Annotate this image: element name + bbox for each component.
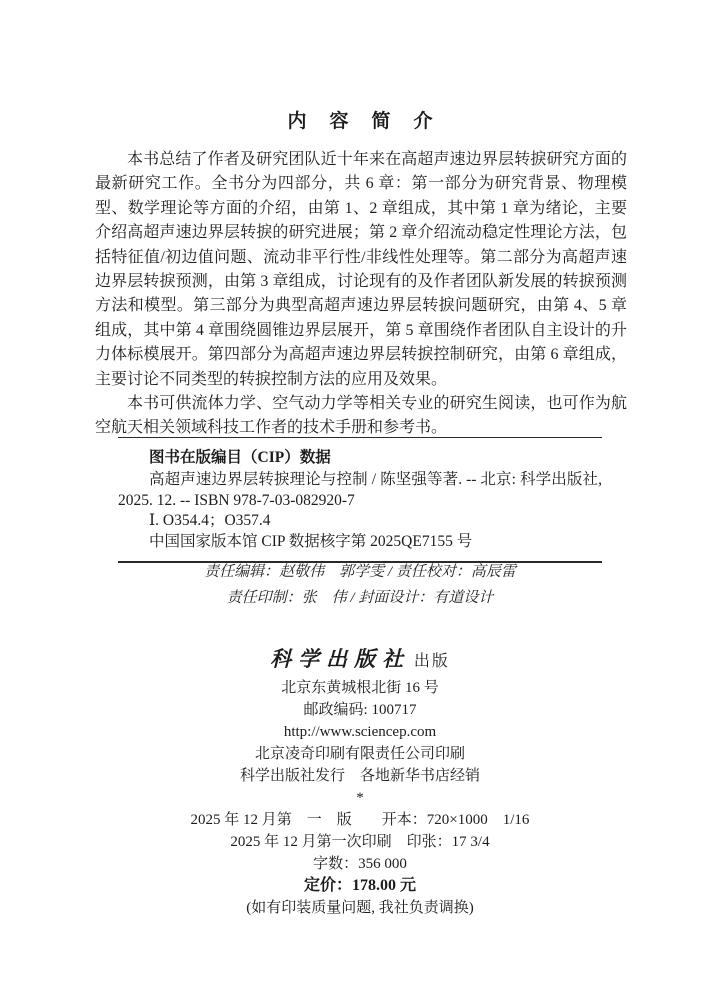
cip-bibliographic-line: 高超声速边界层转捩理论与控制 / 陈坚强等著. -- 北京: 科学出版社, 2025. 12. -- ISBN 978-7-03-082920-7 — [118, 471, 602, 509]
word-count-line: 字数：356 000 — [313, 856, 407, 872]
price-line: 定价：178.00 元 — [303, 877, 416, 894]
intro-paragraph-2: 本书可供流体力学、空气动力学等相关专业的研究生阅读，也可作为航空航天相关领域科技工作者的技术手册和参考书。 — [95, 395, 627, 437]
intro-title: 内 容 简 介 — [287, 111, 435, 132]
cip-heading: 图书在版编目（CIP）数据 — [149, 449, 331, 466]
printer-line: 北京凌奇印刷有限责任公司印刷 — [254, 746, 465, 762]
distribution-line: 科学出版社发行 各地新华书店经销 — [239, 768, 480, 784]
cip-classification-line: Ⅰ. O354.4；O357.4 — [149, 512, 271, 529]
intro-paragraph-1: 本书总结了作者及研究团队近十年来在高超声速边界层转捩研究方面的最新研究工作。全书分为四部分，共 6 章：第一部分为研究背景、物理模型、数学理论等方面的介绍，由第 1、2 章组成，其中第 1 章为绪论，主要介绍高超声速边界层转捩的研究进展；第 2 章介绍流动稳定性理论方法，包括特征值/初边值问题、流动非平行性/非线性处理等。第二部分为高超声速边界层转捩预测，由第 3 章组成，讨论现有的及作者团队新发展的转捩预测方法和模型。第三部分为典型高超声速边界层转捩问题研究，由第 4、5 章组成，其中第 4 章围绕圆锥边界层展开，第 5 章围绕作者团队自主设计的升力体标模展开。第四部分为高超声速边界层转捩控制研究，由第 6 章组成，主要讨论不同类型的转捩控制方法的应用及效果。 — [95, 151, 627, 388]
publisher-block — [0, 647, 720, 919]
publisher-logo-line — [0, 647, 720, 674]
credits-editors-line: 责任编辑：赵敬伟 郭学雯 / 责任校对：高辰雷 — [204, 564, 516, 580]
publisher-address: 北京东黄城根北街 16 号 — [281, 680, 439, 696]
cip-data-box — [118, 437, 602, 563]
separator-asterisk: * — [356, 790, 364, 806]
staff-credits — [0, 559, 720, 611]
science-press-logo: 科学出版社 — [270, 647, 411, 671]
edition-line: 2025 年 12 月第 一 版 开本：720×1000 1/16 — [190, 812, 530, 828]
credits-printing-design-line: 责任印制：张 伟 / 封面设计：有道设计 — [226, 590, 494, 606]
impression-line: 2025 年 12 月第一次印刷 印张：17 3/4 — [230, 834, 490, 850]
quality-note-line: (如有印装质量问题, 我社负责调换) — [246, 900, 474, 916]
publisher-postcode: 邮政编码: 100717 — [303, 702, 417, 718]
content-introduction-section — [95, 106, 627, 441]
publisher-logo-suffix: 出版 — [413, 653, 450, 670]
publisher-website: http://www.sciencep.com — [283, 724, 437, 740]
cip-record-number-line: 中国国家版本馆 CIP 数据核字第 2025QE7155 号 — [149, 532, 473, 550]
